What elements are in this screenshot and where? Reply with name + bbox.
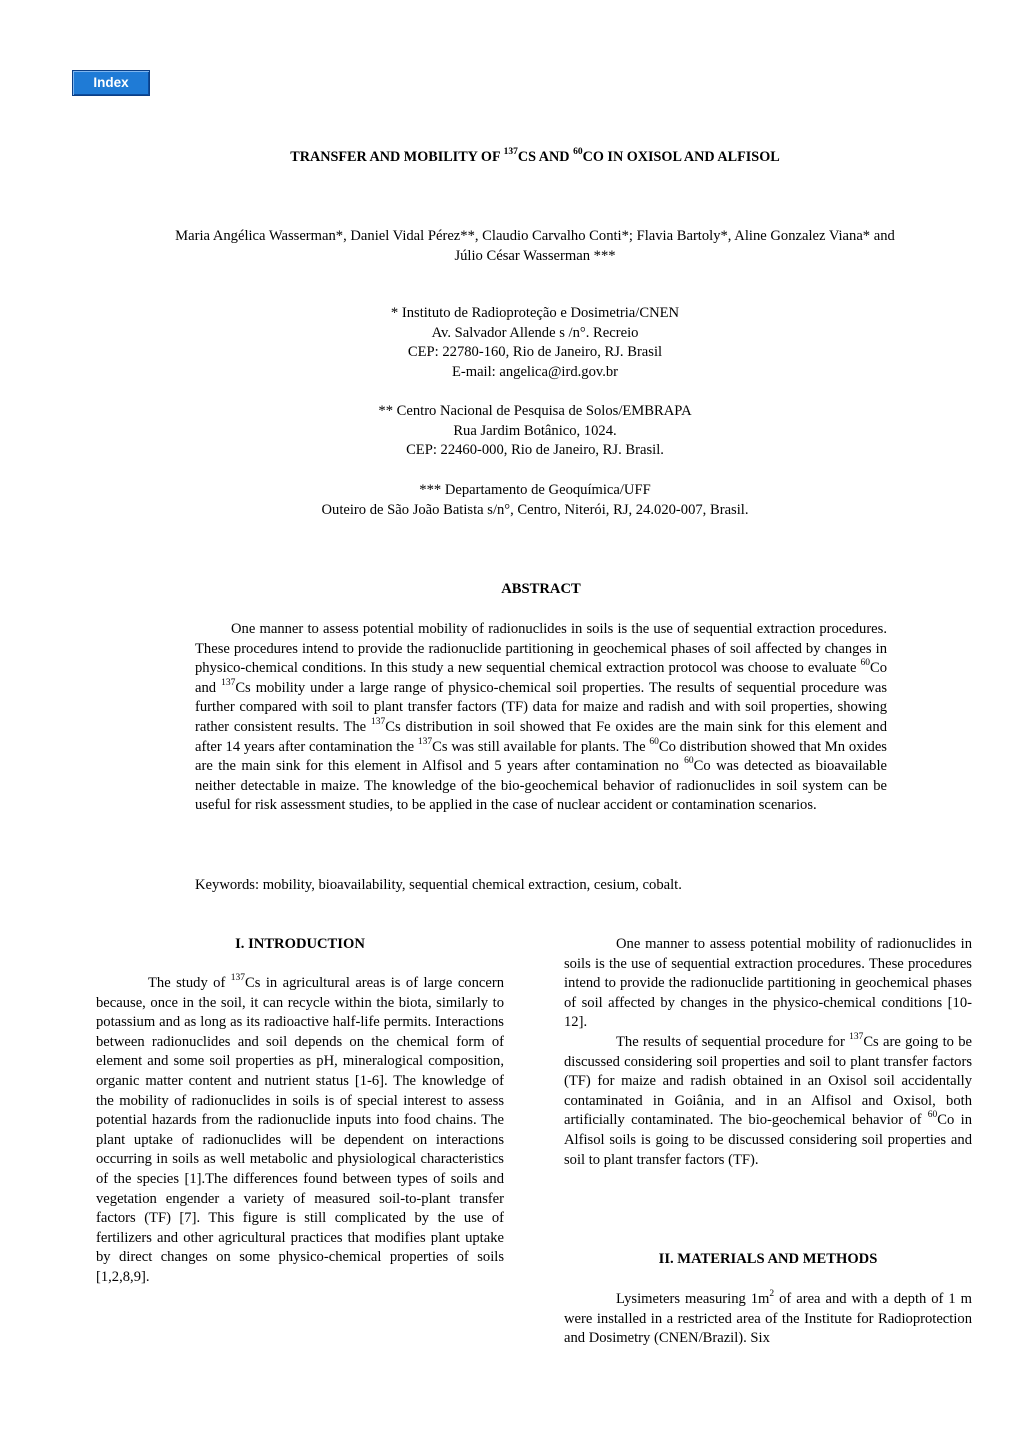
email-address: E-mail: angelica@ird.gov.br	[451, 363, 619, 380]
abstract-text: One manner to assess potential mobility of radionuclides in soils is the use of sequential extraction procedures. These procedures intend to provide the radionuclide partitioning in geochemical phases of soil affected by changes in physico-chemical conditions. In this study a new sequential chemical extraction protocol was choose to evaluate $^{60}$Co and $^{137}$Cs mobility under a large range of physico-chemical soil properties. The results of sequential procedure was further compared with soil to plant transfer factors (TF) data for maize and radish and with soil properties, showing rather consistent results. The $^{137}$Cs distribution in soil showed that Fe oxides are the main sink for this element and after 14 years after contamination the $^{137}$Cs was still available for plants. The $^{60}$Co distribution showed that Mn oxides are the main sink for this element in Alfisol and 5 years after contamination no $^{60}$Co was detected as bioavailable neither detectable in maize. The knowledge of the bio-geochemical behavior of radionuclides in soil system can be useful for risk assessment studies, to be applied in the case of nuclear accident or contamination scenarios.	[195, 621, 887, 814]
introduction-paragraph-right: One manner to assess potential mobility of radionuclides in soils is the use of sequential extraction procedures. These procedures intend to provide the radionuclide partitioning in geochemical phases of soil affected by changes in the physico-chemical conditions [10-12]. The results of sequential procedure for $^{137}$Cs are going to be discussed considering soil properties and soil to plant transfer factors (TF) for maize and radish obtained in an Oxisol soil accidentally contaminated in Goiânia, and in an Alfisol and Oxisol, both artificially contaminated. The bio-geochemical behavior of $^{60}$Co in Alfisol soils is going to be discussed considering soil properties and soil to plant transfer factors (TF).	[564, 936, 972, 1168]
section-heading-introduction: I. INTRODUCTION	[235, 936, 365, 952]
affiliation-ird: * Instituto de Radioproteção e Dosimetria/CNEN Av. Salvador Allende s /n°. Recreio CEP: 22780-160, Rio de Janeiro, RJ. Brasil E-mail: angelica@ird.gov.br	[150, 304, 920, 382]
keywords: Keywords: mobility, bioavailability, sequential chemical extraction, cesium, cobalt.	[195, 877, 682, 893]
affiliation-uff: *** Departamento de Geoquímica/UFF Outeiro de São João Batista s/n°, Centro, Niterói, RJ, 24.020-007, Brasil.	[321, 482, 749, 518]
section-heading-methods: II. MATERIALS AND METHODS	[658, 1251, 878, 1267]
author-line: Júlio César Wasserman ***	[454, 247, 616, 264]
author-list	[110, 227, 960, 266]
paper-title: TRANSFER AND MOBILITY OF $^{137}$CS AND $^{60}$CO IN OXISOL AND ALFISOL	[290, 147, 780, 165]
index-button[interactable]: Index	[72, 70, 150, 96]
abstract-heading: ABSTRACT	[501, 581, 581, 597]
affiliation-embrapa: ** Centro Nacional de Pesquisa de Solos/EMBRAPA Rua Jardim Botânico, 1024. CEP: 22460-000, Rio de Janeiro, RJ. Brasil.	[378, 403, 692, 459]
introduction-paragraph: The study of $^{137}$Cs in agricultural areas is of large concern because, once in the soil, it can recycle within the biota, similarly to potassium and as long as its radioactive half-life permits. Interactions between radionuclides and soil depends on the chemical form of element and some soil properties as pH, mineralogical composition, organic matter content and nutrient status [1-6]. The knowledge of the mobility of radionuclides in soils is of special interest to assess potential hazards from the radionuclide inputs into food chains. The plant uptake of radionuclides will be dependent on interactions occurring in soils as well metabolic and physiological characteristics of the species [1].The differences found between types of soils and vegetation engender a variety of measured soil-to-plant transfer factors (TF) [7]. This figure is still complicated by the use of fertilizers and other agricultural practices that modifies plant uptake by direct changes on some physico-chemical properties of soils [1,2,8,9].	[96, 973, 504, 1285]
author-line: Maria Angélica Wasserman*, Daniel Vidal Pérez**, Claudio Carvalho Conti*; Flavia Bartoly*, Aline Gonzalez Viana* and	[175, 228, 895, 244]
methods-paragraph: Lysimeters measuring $1m^2$ of area and with a depth of 1 m were installed in a restricted area of the Institute for Radioprotection and Dosimetry (CNEN/Brazil). Six	[564, 1289, 972, 1347]
